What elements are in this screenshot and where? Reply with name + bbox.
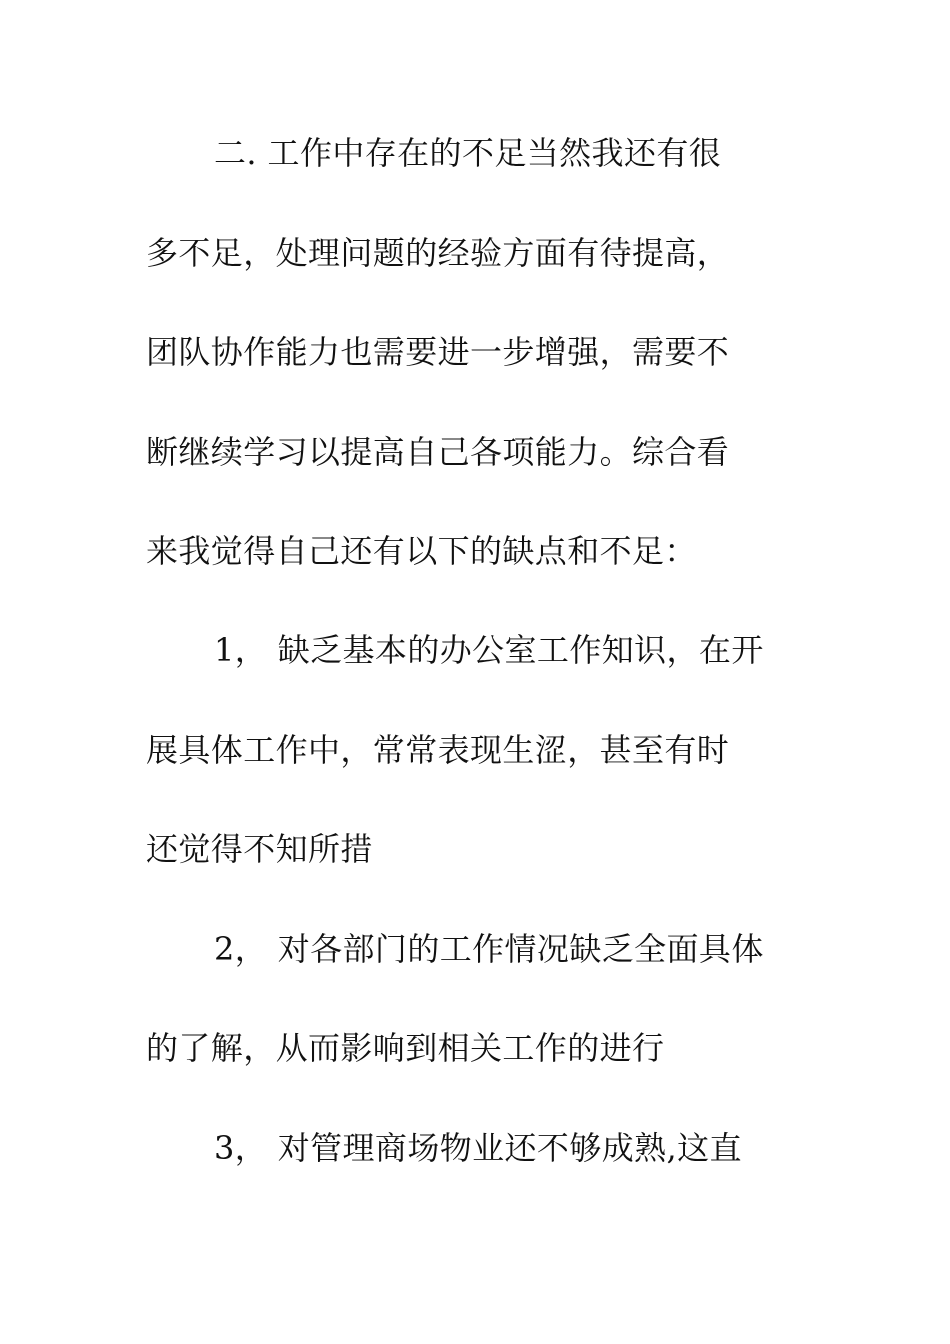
list-item-line: 2， 对各部门的工作情况缺乏全面具体 xyxy=(214,930,764,968)
paragraph-line: 多不足，处理问题的经验方面有待提高， xyxy=(146,234,730,272)
list-item-line: 3， 对管理商场物业还不够成熟,这直 xyxy=(214,1129,742,1167)
paragraph-line: 二. 工作中存在的不足当然我还有很 xyxy=(214,134,722,172)
paragraph-line: 来我觉得自己还有以下的缺点和不足： xyxy=(146,532,697,570)
list-item-line: 展具体工作中，常常表现生涩，甚至有时 xyxy=(146,731,730,769)
paragraph-line: 团队协作能力也需要进一步增强，需要不 xyxy=(146,333,730,371)
list-item-line: 的了解，从而影响到相关工作的进行 xyxy=(146,1029,665,1067)
list-item-line: 还觉得不知所措 xyxy=(146,830,373,868)
list-item-line: 1， 缺乏基本的办公室工作知识，在开 xyxy=(214,631,764,669)
paragraph-line: 断继续学习以提高自己各项能力。综合看 xyxy=(146,433,730,471)
